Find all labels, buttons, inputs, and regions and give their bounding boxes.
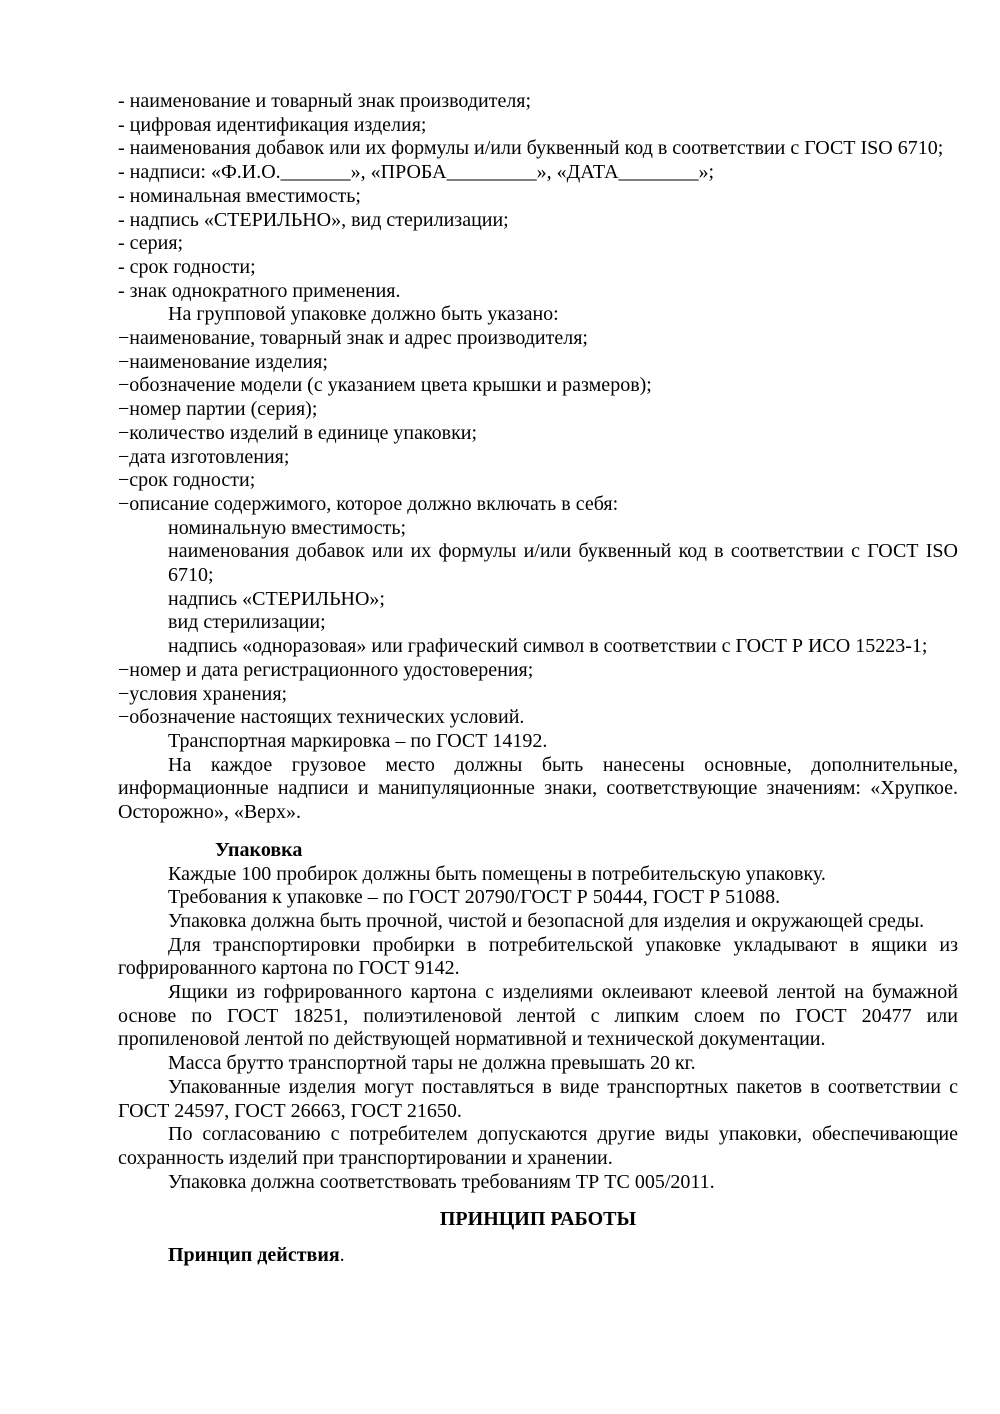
paragraph: Принцип действия. — [168, 1244, 345, 1267]
list-item: - серия; — [118, 232, 184, 255]
paragraph: Для транспортировки пробирки в потребительской упаковке укладывают в ящики из гофрированного картона по ГОСТ 9142. — [118, 933, 958, 980]
list-item: −номер партии (серия); — [118, 398, 318, 421]
paragraph: Требования к упаковке – по ГОСТ 20790/ГОСТ Р 50444, ГОСТ Р 51088. — [168, 886, 781, 909]
sub-list-item: вид стерилизации; — [168, 611, 326, 634]
list-item: −условия хранения; — [118, 682, 288, 705]
paragraph: Каждые 100 пробирок должны быть помещены в потребительскую упаковку. — [168, 862, 826, 885]
sub-list-item: надпись «СТЕРИЛЬНО»; — [168, 587, 385, 610]
section-heading: Упаковка — [215, 838, 303, 861]
list-item: - цифровая идентификация изделия; — [118, 113, 427, 136]
paragraph: На каждое грузовое место должны быть нанесены основные, дополнительные, информационные надписи и манипуляционные знаки, соответствующие значениям: «Хрупкое. Осторожно», «Верх». — [118, 753, 958, 824]
list-item: −обозначение настоящих технических условий. — [118, 706, 525, 729]
paragraph: Упакованные изделия могут поставляться в виде транспортных пакетов в соответствии с ГОСТ 24597, ГОСТ 26663, ГОСТ 21650. — [118, 1075, 958, 1122]
page-section-title: ПРИНЦИП РАБОТЫ — [439, 1208, 637, 1231]
list-item: - наименования добавок или их формулы и/или буквенный код в соответствии с ГОСТ ISO 6710; — [118, 137, 944, 160]
list-item: - номинальная вместимость; — [118, 184, 361, 207]
document-body — [118, 90, 958, 1268]
list-item: - надписи: «Ф.И.О._______», «ПРОБА_________», «ДАТА________»; — [118, 161, 715, 184]
list-item: - срок годности; — [118, 255, 256, 278]
list-item: −срок годности; — [118, 469, 256, 492]
list-item: −наименование, товарный знак и адрес производителя; — [118, 327, 588, 350]
paragraph: Ящики из гофрированного картона с изделиями оклеивают клеевой лентой на бумажной основе по ГОСТ 18251, полиэтиленовой лентой с липким слоем по ГОСТ 20477 или пропиленовой лентой по действующей нормативной и технической документации. — [118, 981, 958, 1051]
paragraph: Упаковка должна соответствовать требованиям ТР ТС 005/2011. — [168, 1170, 715, 1193]
list-item: - надпись «СТЕРИЛЬНО», вид стерилизации; — [118, 208, 509, 231]
sub-list-item: надпись «одноразовая» или графический символ в соответствии с ГОСТ Р ИСО 15223-1; — [168, 635, 928, 658]
sub-list-item: наименования добавок или их формулы и/или буквенный код в соответствии с ГОСТ ISO 6710; — [168, 540, 958, 587]
bold-run: Принцип действия — [168, 1244, 340, 1267]
paragraph: Масса брутто транспортной тары не должна превышать 20 кг. — [168, 1052, 696, 1075]
paragraph: Транспортная маркировка – по ГОСТ 14192. — [168, 729, 548, 752]
paragraph: По согласованию с потребителем допускаются другие виды упаковки, обеспечивающие сохранность изделий при транспортировании и хранении. — [118, 1123, 958, 1169]
list-item: −количество изделий в единице упаковки; — [118, 421, 478, 444]
paragraph: Упаковка должна быть прочной, чистой и безопасной для изделия и окружающей среды. — [168, 909, 925, 932]
list-item: - наименование и товарный знак производителя; — [118, 90, 532, 112]
list-item: - знак однократного применения. — [118, 279, 401, 302]
paragraph: На групповой упаковке должно быть указано: — [168, 303, 559, 326]
list-item: −описание содержимого, которое должно включать в себя: — [118, 492, 619, 515]
list-item: −обозначение модели (с указанием цвета крышки и размеров); — [118, 374, 652, 397]
list-item: −номер и дата регистрационного удостоверения; — [118, 658, 534, 681]
list-item: −наименование изделия; — [118, 350, 328, 373]
sub-list-item: номинальную вместимость; — [168, 516, 407, 539]
list-item: −дата изготовления; — [118, 445, 290, 468]
